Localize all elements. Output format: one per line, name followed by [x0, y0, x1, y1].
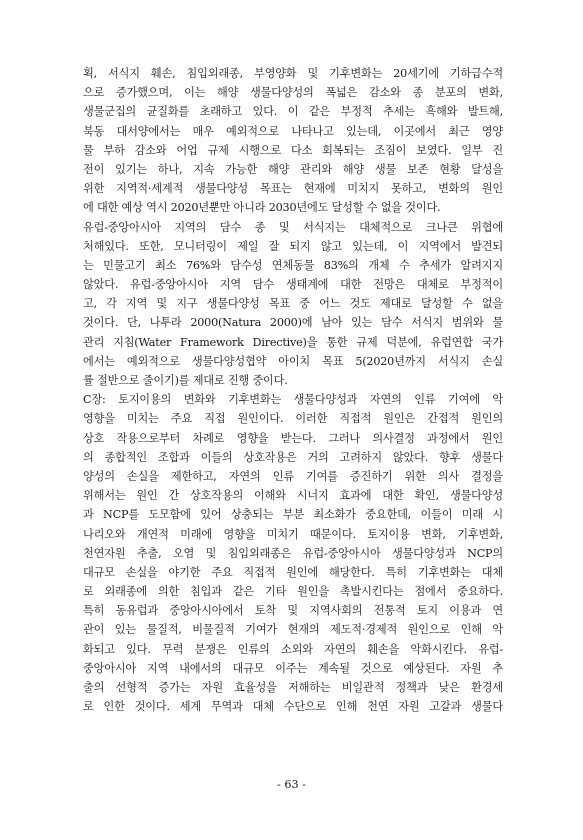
text-line: 위해서는 원인 간 상호작용의 이해와 시너지 효과에 대한 확인, 생물다양성 [83, 489, 503, 503]
text-line: 않았다. 유럽-중앙아시아 지역 담수 생태계에 대한 전망은 대체로 부정적이 [83, 278, 503, 292]
text-line: 로 외래종에 의한 침입과 같은 기타 원인을 촉발시킨다는 점에서 중요하다. [83, 585, 503, 599]
text-line: 중앙아시아 지역 내에서의 대규모 이주는 계속될 것으로 예상된다. 자원 추 [83, 661, 503, 675]
text-line: 전이 있기는 하나, 지속 가능한 해양 관리와 해양 생물 보존 현황 달성을 [83, 162, 503, 176]
text-line: 물 부하 감소와 어업 규제 시행으로 다소 회복되는 조짐이 보였다. 일부 진 [83, 143, 503, 157]
text-line: 고, 각 지역 및 지구 생물다양성 목표 중 어느 것도 제대로 달성할 수 없을 [83, 297, 503, 311]
text-line: 북동 대서양에서는 매우 예외적으로 나타나고 있는데, 이곳에서 최근 영양 [83, 124, 503, 138]
text-line: 영향을 미치는 주요 직접 원인이다. 이러한 직접적 원인은 간접적 원인의 [83, 412, 503, 426]
text-line: 양성의 손실을 제한하고, 자연의 인류 기여를 증진하기 위한 의사 결정을 [83, 469, 503, 483]
text-line: 으로 증가했으며, 이는 해양 생물다양성의 폭넓은 감소와 종 분포의 변화, [83, 86, 503, 100]
text-line: 것이다. 단, 나투라 2000(Natura 2000)에 남아 있는 담수 서식지 범위와 물 [83, 316, 503, 330]
text-line: 특히 동유럽과 중앙아시아에서 토착 및 지역사회의 전통적 토지 이용과 연 [83, 604, 503, 618]
document-body [83, 64, 503, 716]
text-line: 위한 지역적·세계적 생물다양성 목표는 현재에 미치지 못하고, 변화의 원인 [83, 182, 503, 196]
text-line: 유럽-중앙아시아 지역의 담수 종 및 서식지는 대체적으로 크나큰 위협에 [83, 220, 503, 234]
text-line: 나리오와 개연적 미래에 영향을 미치기 때문이다. 토지이용 변화, 기후변화, [83, 527, 503, 541]
text-line: 관이 있는 물질적, 비물질적 기여가 현재의 제도적·경제적 원인으로 인해 악 [83, 623, 503, 637]
text-line: C장: 토지이용의 변화와 기후변화는 생물다양성과 자연의 인류 기여에 악 [83, 393, 503, 407]
text-line: 출의 선형적 증가는 자원 효율성을 저해하는 비일관적 정책과 낮은 환경세 [83, 681, 503, 694]
paragraph-2 [83, 218, 503, 391]
paragraph-1 [83, 64, 503, 218]
text-line: 천연자원 추출, 오염 및 침입외래종은 유럽-중앙아시아 생물다양성과 NCP의 [83, 546, 503, 560]
text-line: 대규모 손실을 야기한 주요 직접적 원인에 해당한다. 특히 기후변화는 대체 [83, 565, 503, 579]
text-line: 획, 서식지 훼손, 침입외래종, 부영양화 및 기후변화는 20세기에 기하급수적 [83, 67, 503, 80]
text-line: 에서는 예외적으로 생물다양성협약 아이치 목표 5(2020년까지 서식지 손실 [83, 354, 503, 368]
text-line: 상호 작용으로부터 차례로 영향을 받는다. 그러나 의사결정 과정에서 원인 [83, 431, 503, 445]
text-line: 률 절반으로 줄이기)를 제대로 진행 중이다. [83, 374, 288, 387]
text-line: 처해있다. 또한, 모니터링이 제일 잘 되지 않고 있는데, 이 지역에서 발견되 [83, 239, 503, 253]
text-line: 는 민물고기 최소 76%와 담수성 연체동물 83%의 개체 수 추세가 알려지지 [83, 258, 503, 272]
text-line: 로 인한 것이다. 세계 무역과 대체 수단으로 인해 천연 자원 고갈과 생물다 [83, 700, 503, 714]
text-line: 관리 지침(Water Framework Directive)을 통한 규제 덕분에, 유럽연합 국가 [83, 335, 503, 349]
text-line: 에 대한 예상 역시 2020년뿐만 아니라 2030년에도 달성할 수 없을 것이다. [83, 201, 441, 215]
text-line: 의 종합적인 조합과 이들의 상호작용은 거의 고려하지 않았다. 향후 생물다 [83, 450, 503, 464]
text-line: 생물군집의 균질화를 초래하고 있다. 이 같은 부정적 추세는 흑해와 발트해, [83, 105, 503, 119]
page-number: - 63 - [277, 778, 306, 791]
text-line: 화되고 있다. 무력 분쟁은 인류의 소외와 자연의 훼손을 악화시킨다. 유럽- [83, 642, 503, 656]
text-line: 과 NCP를 도모함에 있어 상충되는 부분 최소화가 중요한데, 이들이 미래 시 [83, 508, 503, 522]
paragraph-3 [83, 390, 503, 716]
